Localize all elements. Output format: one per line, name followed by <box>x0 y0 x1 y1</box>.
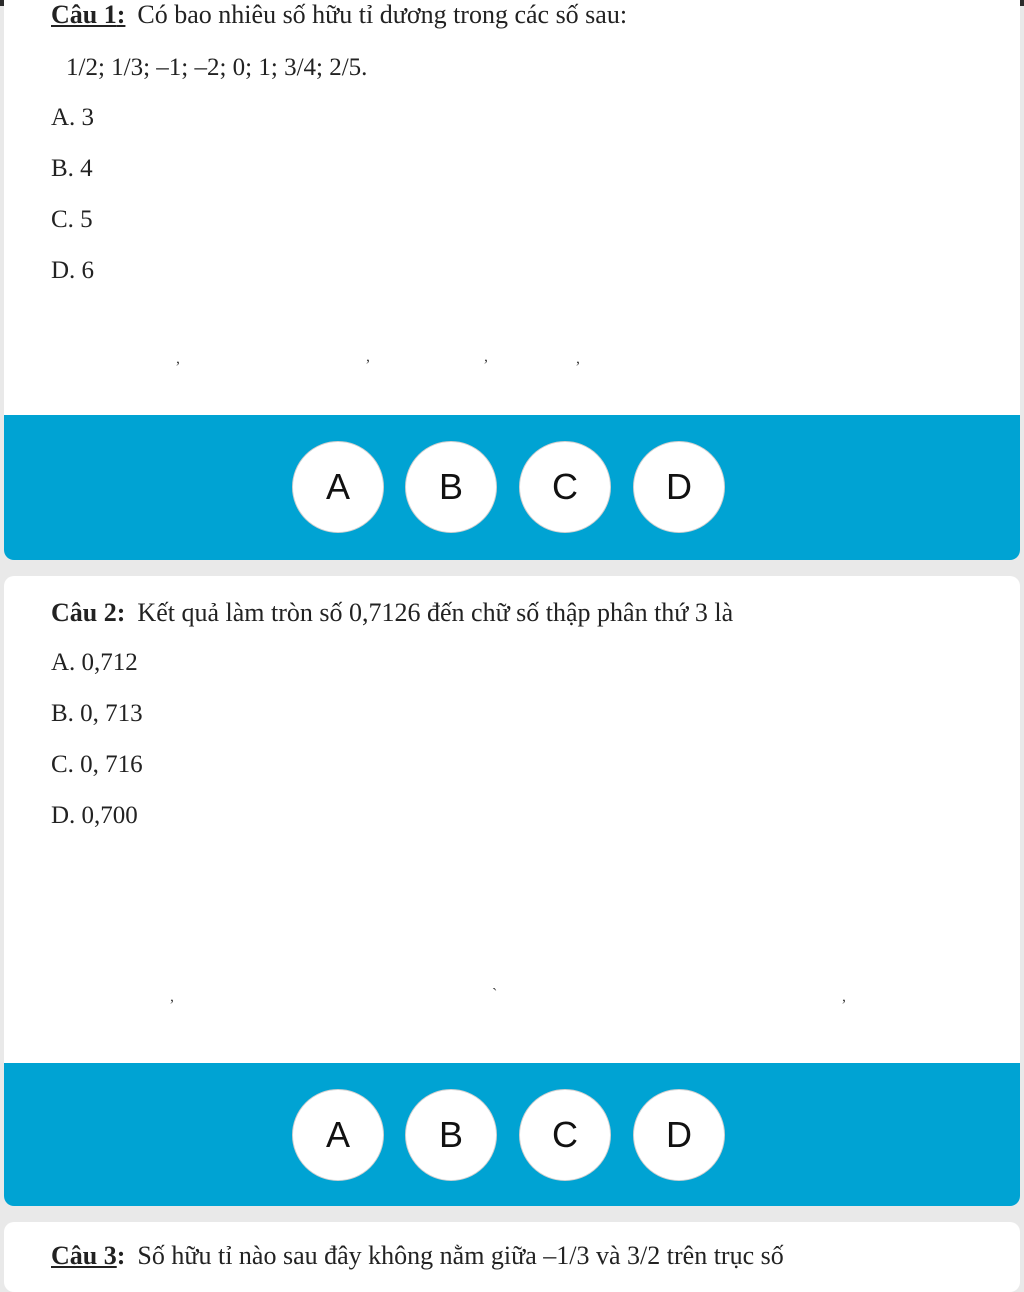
question-number: Câu 3 <box>51 1241 117 1270</box>
question-numbers-list: 1/2; 1/3; –1; –2; 0; 1; 3/4; 2/5. <box>66 54 368 81</box>
question-title: Câu 2: Kết quả làm tròn số 0,7126 đến chữ số thập phân thứ 3 là <box>51 598 734 627</box>
question-text: Kết quả làm tròn số 0,7126 đến chữ số thập phân thứ 3 là <box>137 598 734 627</box>
answer-bar <box>4 1063 1020 1206</box>
question-card-3 <box>4 1222 1020 1292</box>
answer-button-a[interactable]: A <box>292 441 384 533</box>
answer-button-a[interactable]: A <box>292 1089 384 1181</box>
stray-mark: , <box>176 350 180 367</box>
question-card-2 <box>4 576 1020 1206</box>
question-text: Số hữu tỉ nào sau đây không nằm giữa –1/3 và 3/2 trên trục số <box>137 1241 784 1270</box>
answer-bar <box>4 415 1020 560</box>
answer-button-b[interactable]: B <box>405 1089 497 1181</box>
question-card-1 <box>4 0 1020 560</box>
stray-mark: , <box>576 350 580 367</box>
answer-button-d[interactable]: D <box>633 441 725 533</box>
question-title: Câu 1: Có bao nhiêu số hữu tỉ dương trong các số sau: <box>51 0 628 29</box>
option-b: B. 0, 713 <box>51 700 143 727</box>
question-title: Câu 3: Số hữu tỉ nào sau đây không nằm giữa –1/3 và 3/2 trên trục số <box>51 1241 784 1270</box>
question-text: Có bao nhiêu số hữu tỉ dương trong các số sau: <box>137 0 628 29</box>
option-b: B. 4 <box>51 155 93 182</box>
option-a: A. 3 <box>51 104 95 131</box>
stray-mark: ` <box>492 986 498 1003</box>
stray-mark: , <box>366 348 370 365</box>
answer-button-d[interactable]: D <box>633 1089 725 1181</box>
stray-mark: , <box>842 988 846 1005</box>
answer-button-c[interactable]: C <box>519 1089 611 1181</box>
stray-mark: , <box>484 348 488 365</box>
question-number: Câu 2 <box>51 598 117 627</box>
option-c: C. 0, 716 <box>51 751 143 778</box>
option-d: D. 0,700 <box>51 802 138 829</box>
option-a: A. 0,712 <box>51 649 138 676</box>
option-d: D. 6 <box>51 257 95 284</box>
question-number: Câu 1 <box>51 0 117 29</box>
option-c: C. 5 <box>51 206 93 233</box>
answer-button-c[interactable]: C <box>519 441 611 533</box>
stray-mark: , <box>170 988 174 1005</box>
answer-button-b[interactable]: B <box>405 441 497 533</box>
